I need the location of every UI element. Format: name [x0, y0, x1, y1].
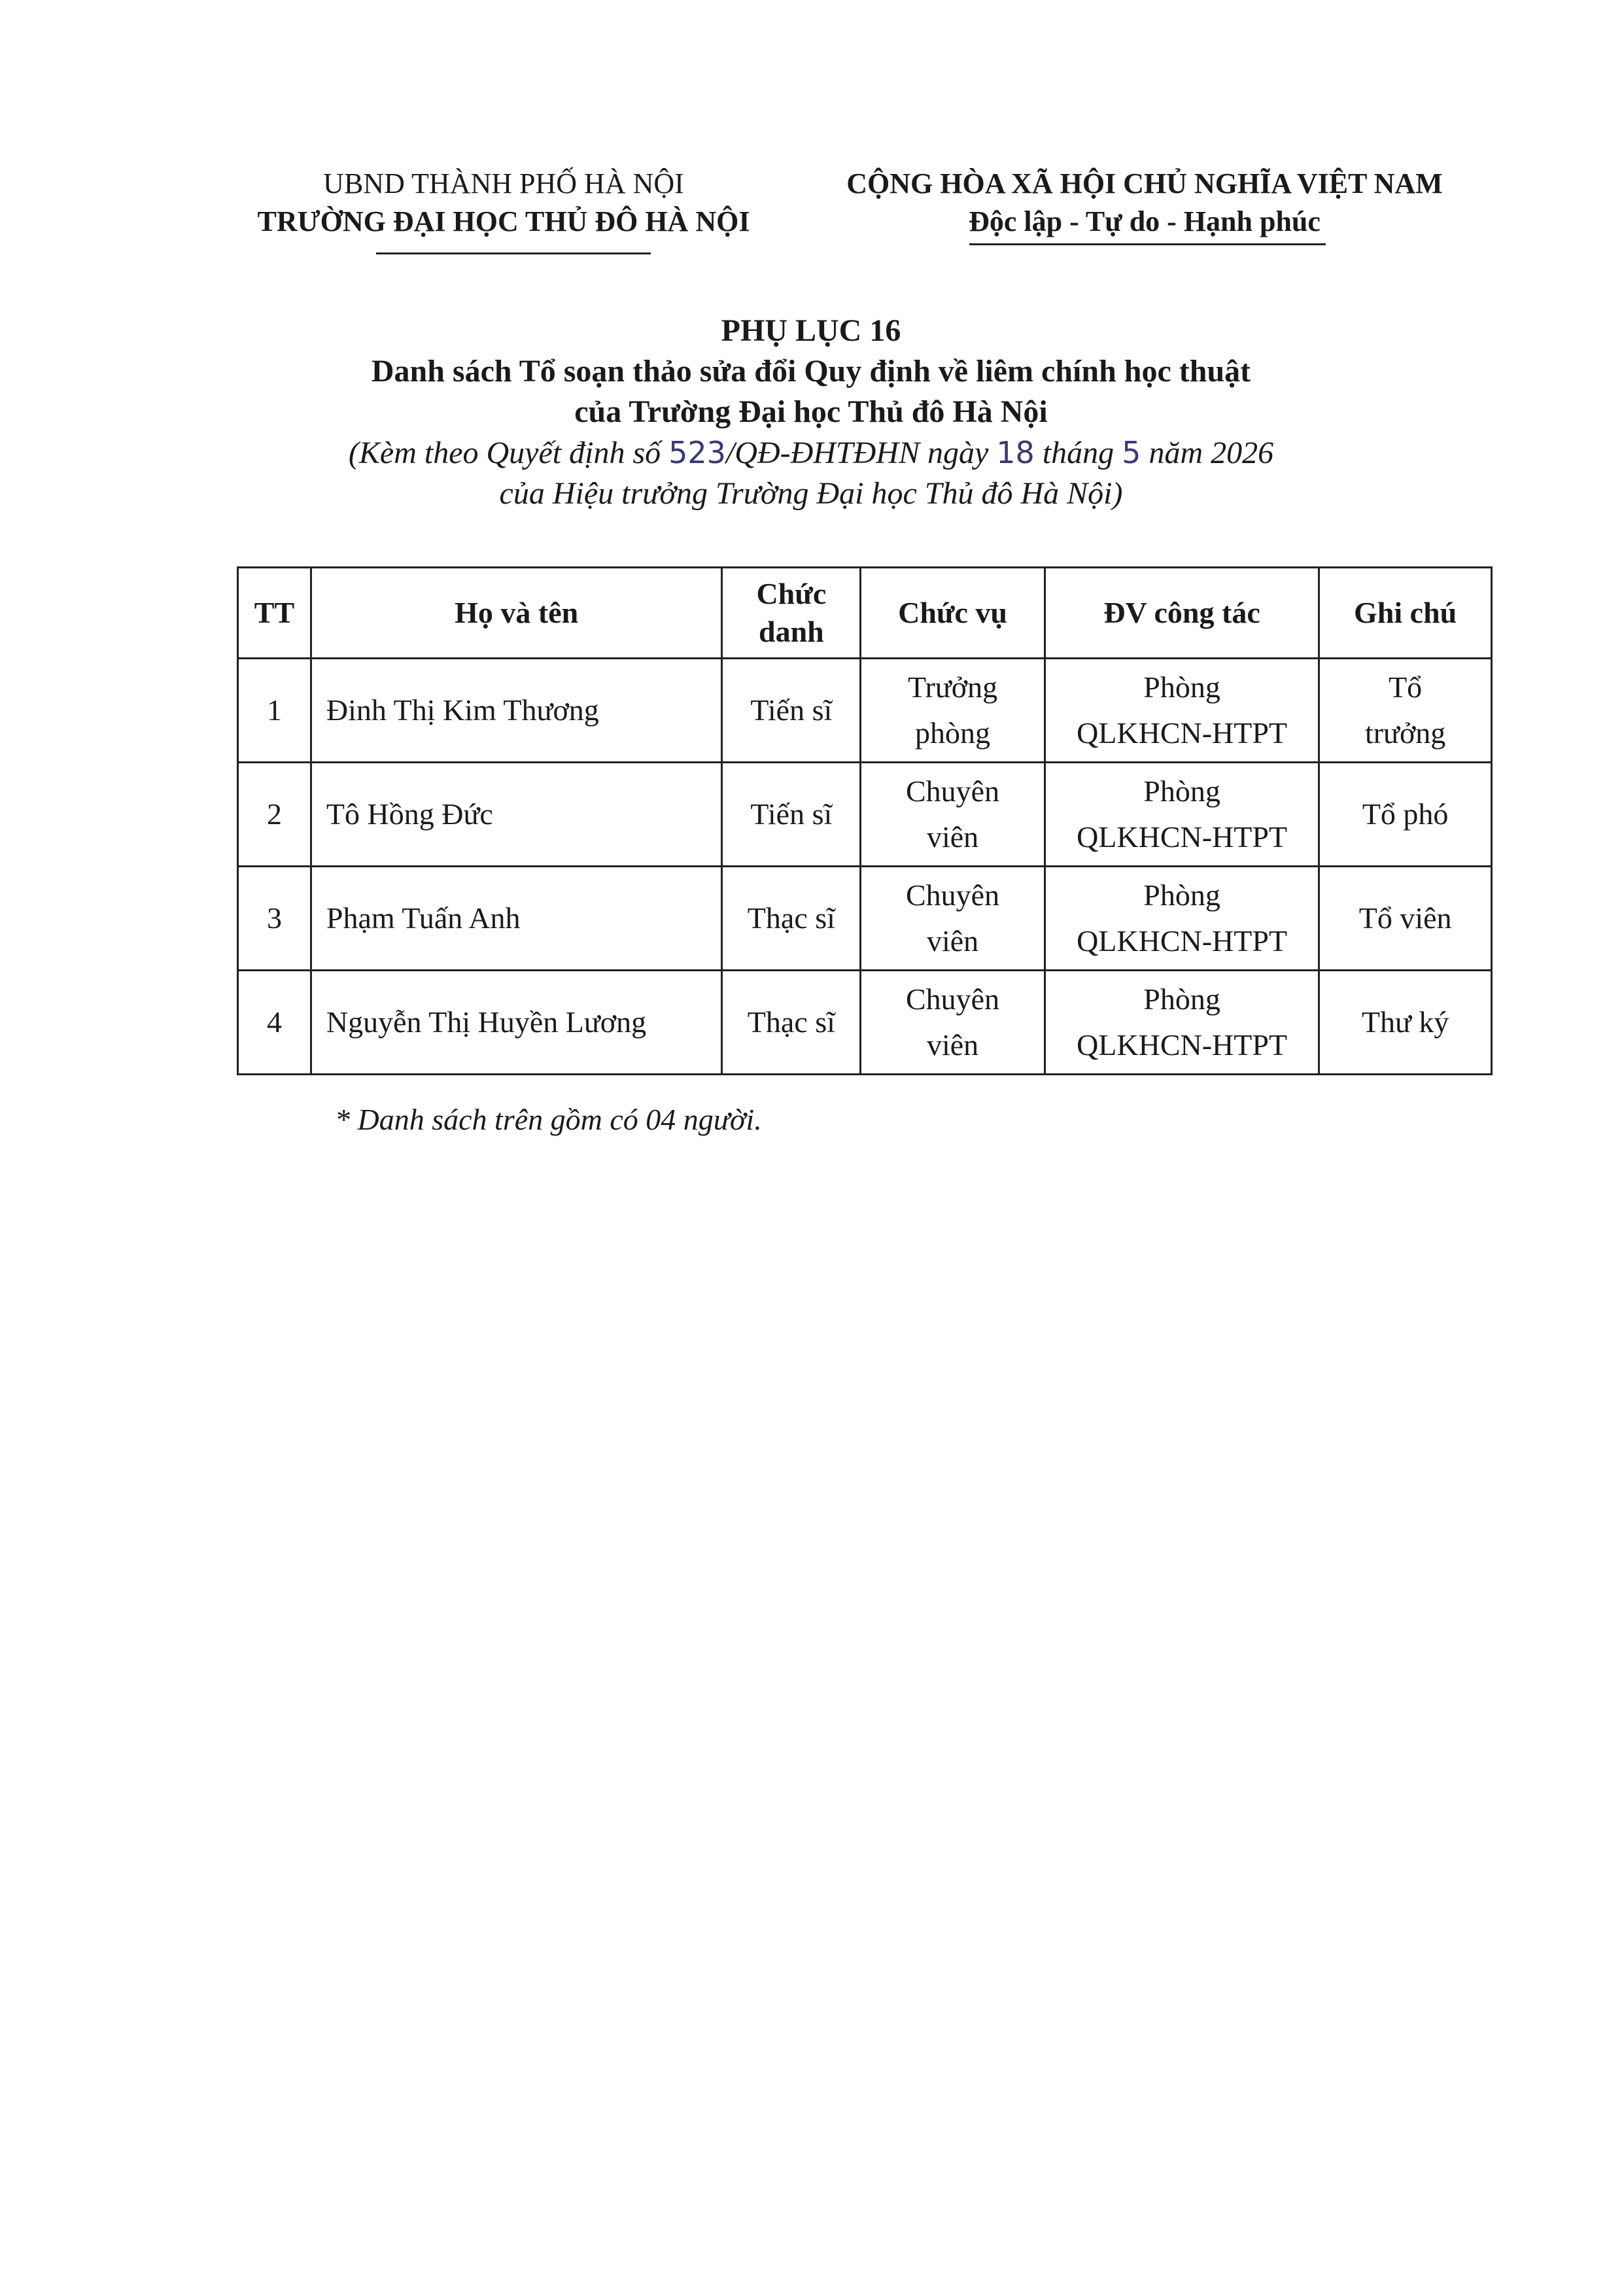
header-position: Chức vụ: [861, 568, 1045, 659]
cell-note-text: Tổ phó: [1362, 797, 1449, 831]
cell-rank: [722, 659, 861, 763]
issuer-block: [216, 165, 791, 241]
cell-unit: [1045, 659, 1319, 763]
cell-rank-text: Tiến sĩ: [750, 693, 833, 727]
cell-position-text: Trưởng: [908, 670, 998, 704]
decision-mid2: tháng: [1034, 436, 1122, 470]
cell-rank: [722, 763, 861, 867]
cell-name-text: Đinh Thị Kim Thương: [326, 693, 599, 727]
cell-position-text: Chuyên: [906, 774, 1000, 808]
national-name: CỘNG HÒA XÃ HỘI CHỦ NGHĨA VIỆT NAM: [846, 167, 1443, 199]
decision-reference-line2: của Hiệu trưởng Trường Đại học Thủ đô Hà Nội): [499, 476, 1123, 511]
cell-position-text: viên: [926, 924, 979, 958]
table-row: [238, 659, 1492, 763]
cell-unit: [1045, 971, 1319, 1075]
cell-unit: [1045, 763, 1319, 867]
motto-underline: [969, 243, 1326, 245]
cell-unit-text: QLKHCN-HTPT: [1077, 1028, 1288, 1062]
cell-position-text: viên: [926, 1028, 979, 1062]
cell-name: [311, 763, 722, 867]
cell-position-text: phòng: [915, 716, 991, 750]
table-row: [238, 867, 1492, 971]
decision-number: 523: [668, 435, 726, 470]
table-row: [238, 971, 1492, 1075]
header-rank-line1: Chức: [756, 577, 827, 610]
cell-note-text: Thư ký: [1361, 1005, 1449, 1039]
cell-tt-text: 2: [266, 797, 282, 831]
issuer-underline: [376, 252, 651, 254]
footnote: * Danh sách trên gồm có 04 người.: [335, 1103, 762, 1136]
header-tt: TT: [238, 568, 311, 659]
national-motto: Độc lập - Tự do - Hạnh phúc: [969, 205, 1321, 237]
title-block: [249, 311, 1373, 514]
header-unit: ĐV công tác: [1045, 568, 1319, 659]
cell-position-text: Chuyên: [906, 982, 1000, 1016]
cell-name: [311, 659, 722, 763]
header-rank-line2: danh: [758, 615, 824, 648]
cell-note: [1319, 763, 1492, 867]
table-header-row: [238, 568, 1492, 659]
cell-unit-text: Phòng: [1143, 774, 1220, 808]
cell-unit-text: QLKHCN-HTPT: [1077, 924, 1288, 958]
cell-note-text: Tổ viên: [1358, 901, 1452, 935]
decision-prefix: (Kèm theo Quyết định số: [348, 436, 669, 470]
cell-note: [1319, 659, 1492, 763]
cell-rank-text: Thạc sĩ: [747, 1005, 835, 1039]
header-note: Ghi chú: [1319, 568, 1492, 659]
cell-rank-text: Tiến sĩ: [750, 797, 833, 831]
cell-tt: [238, 971, 311, 1075]
national-motto-block: [811, 165, 1478, 241]
cell-name-text: Nguyễn Thị Huyền Lương: [326, 1005, 647, 1039]
cell-note-text: Tổ: [1389, 670, 1423, 704]
cell-tt-text: 3: [266, 901, 282, 935]
cell-position: [861, 659, 1045, 763]
cell-position: [861, 971, 1045, 1075]
decision-mid1: /QĐ-ĐHTĐHN ngày: [725, 436, 997, 470]
cell-tt: [238, 763, 311, 867]
header-name: Họ và tên: [311, 568, 722, 659]
cell-name-text: Tô Hồng Đức: [326, 797, 493, 831]
cell-position-text: viên: [926, 820, 979, 854]
decision-suffix: năm 2026: [1141, 436, 1274, 470]
members-table: [237, 566, 1493, 1075]
cell-position: [861, 867, 1045, 971]
cell-unit-text: Phòng: [1143, 878, 1220, 912]
cell-tt: [238, 659, 311, 763]
cell-tt-text: 4: [266, 1005, 282, 1039]
cell-unit-text: QLKHCN-HTPT: [1077, 716, 1288, 750]
cell-unit-text: Phòng: [1143, 982, 1220, 1016]
issuer-parent: UBND THÀNH PHỐ HÀ NỘI: [323, 167, 684, 199]
document-title-line1: Danh sách Tổ soạn thảo sửa đổi Quy định về liêm chính học thuật: [371, 354, 1251, 389]
cell-position-text: Chuyên: [906, 878, 1000, 912]
cell-name: [311, 867, 722, 971]
cell-unit-text: Phòng: [1143, 670, 1220, 704]
cell-position: [861, 763, 1045, 867]
decision-day: 18: [996, 435, 1035, 470]
decision-reference: [249, 432, 1373, 474]
table-row: [238, 763, 1492, 867]
cell-unit-text: QLKHCN-HTPT: [1077, 820, 1288, 854]
cell-name-text: Phạm Tuấn Anh: [326, 901, 521, 935]
issuer-name: TRƯỜNG ĐẠI HỌC THỦ ĐÔ HÀ NỘI: [257, 205, 750, 237]
cell-rank: [722, 971, 861, 1075]
header-rank: [722, 568, 861, 659]
cell-rank-text: Thạc sĩ: [747, 901, 835, 935]
cell-name: [311, 971, 722, 1075]
document-title-line2: của Trường Đại học Thủ đô Hà Nội: [574, 394, 1048, 429]
cell-tt-text: 1: [266, 693, 282, 727]
appendix-title: PHỤ LỤC 16: [721, 313, 901, 348]
cell-unit: [1045, 867, 1319, 971]
decision-month: 5: [1122, 435, 1141, 470]
cell-note: [1319, 867, 1492, 971]
cell-rank: [722, 867, 861, 971]
cell-tt: [238, 867, 311, 971]
cell-note-text: trưởng: [1364, 716, 1446, 750]
cell-note: [1319, 971, 1492, 1075]
